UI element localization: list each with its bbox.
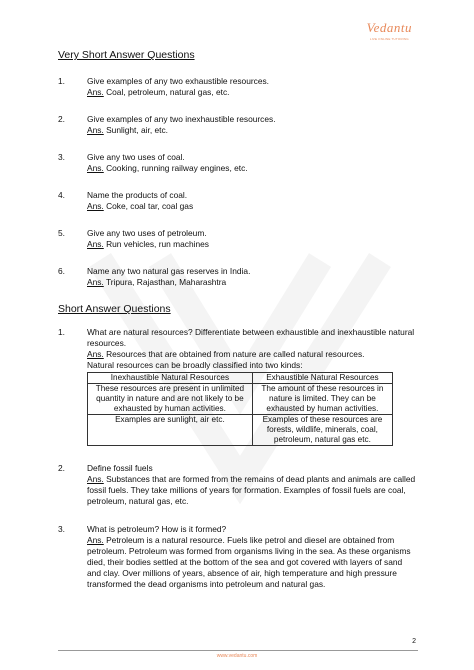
answer-label: Ans. <box>87 474 104 484</box>
answer-text: Run vehicles, run machines <box>103 239 209 249</box>
section-title-short: Short Answer Questions <box>58 303 171 315</box>
question-number: 1. <box>58 76 65 86</box>
question-number: 2. <box>58 463 65 473</box>
section-title-very-short: Very Short Answer Questions <box>58 49 195 61</box>
answer-text: Tripura, Rajasthan, Maharashtra <box>103 277 227 287</box>
table-cell: Examples of these resources are forests, wildlife, minerals, coal, petroleum, natural gas etc. <box>252 415 392 446</box>
question-item <box>58 152 418 174</box>
answer-text: Sunlight, air, etc. <box>103 125 169 135</box>
answer-label: Ans. <box>87 239 104 249</box>
question-item <box>58 76 418 98</box>
answer-text: Coke, coal tar, coal gas <box>103 201 194 211</box>
question-text: What are natural resources? Differentiate between exhaustible and inexhaustible natural resources. <box>87 327 415 348</box>
question-text: What is petroleum? How is it formed? <box>87 524 227 534</box>
table-row <box>88 384 393 415</box>
answer-text: Substances that are formed from the remains of dead plants and animals are called fossil fuels. They take millions of years for formation. Examples of fossil fuels are coal, petroleum, natural gas, etc. <box>87 474 416 506</box>
table-cell: These resources are present in unlimited quantity in nature and are not likely to be exhausted by human activities. <box>88 384 253 415</box>
question-text: Name the products of coal. <box>87 190 188 200</box>
answer <box>87 277 418 288</box>
vedantu-logo <box>367 20 412 41</box>
answer-label: Ans. <box>87 125 104 135</box>
question-text: Give examples of any two inexhaustible resources. <box>87 114 276 124</box>
comparison-table <box>87 372 393 446</box>
answer-text: Cooking, running railway engines, etc. <box>103 163 248 173</box>
question-item <box>58 190 418 212</box>
question-number: 5. <box>58 228 65 238</box>
answer <box>87 535 418 590</box>
answer <box>87 201 418 212</box>
answer-label: Ans. <box>87 535 104 545</box>
question-text: Give any two uses of coal. <box>87 152 185 162</box>
answer-label: Ans. <box>87 201 104 211</box>
answer-text: Resources that are obtained from nature are called natural resources. <box>103 349 365 359</box>
answer-text-line2: Natural resources can be broadly classified into two kinds: <box>87 360 303 370</box>
table-header-exhaustible: Exhaustible Natural Resources <box>252 373 392 384</box>
very-short-questions-list <box>58 76 418 288</box>
question-number: 6. <box>58 266 65 276</box>
table-header-inexhaustible: Inexhaustible Natural Resources <box>88 373 253 384</box>
question-item <box>58 266 418 288</box>
answer-label: Ans. <box>87 163 104 173</box>
question-number: 4. <box>58 190 65 200</box>
answer-label: Ans. <box>87 277 104 287</box>
answer-label: Ans. <box>87 349 104 359</box>
answer <box>87 125 418 136</box>
footer-divider <box>58 650 418 651</box>
answer <box>87 474 418 507</box>
question-text: Define fossil fuels <box>87 463 153 473</box>
answer-label: Ans. <box>87 87 104 97</box>
question-number: 1. <box>58 327 65 337</box>
answer <box>87 163 418 174</box>
question-item <box>58 228 418 250</box>
footer-url: www.vedantu.com <box>216 653 258 659</box>
question-number: 3. <box>58 524 65 534</box>
table-cell: The amount of these resources in nature is limited. They can be exhausted by human activities. <box>252 384 392 415</box>
question-item <box>58 114 418 136</box>
logo-name: Vedantu <box>366 20 412 35</box>
question-text: Give examples of any two exhaustible resources. <box>87 76 270 86</box>
question-item <box>58 463 418 507</box>
table-row <box>88 415 393 446</box>
table-cell: Examples are sunlight, air etc. <box>88 415 253 446</box>
logo-tagline: LIVE ONLINE TUTORING <box>369 37 409 41</box>
question-number: 3. <box>58 152 65 162</box>
question-item <box>58 524 418 590</box>
answer-text: Petroleum is a natural resource. Fuels like petrol and diesel are obtained from petroleum. Petroleum was formed from organisms living in the sea. As these organisms died, their bodies settled at the bottom of the sea and got covered with layers of sand and clay. Over millions of years, absence of air, high temperature and high pressure transformed the dead organisms into petroleum and natural gas. <box>87 535 411 589</box>
question-text: Name any two natural gas reserves in India. <box>87 266 251 276</box>
question-number: 2. <box>58 114 65 124</box>
question-item <box>58 327 418 446</box>
page-number: 2 <box>412 638 416 645</box>
answer-text: Coal, petroleum, natural gas, etc. <box>103 87 230 97</box>
answer <box>87 87 418 98</box>
page-content <box>58 50 418 590</box>
table-header-row <box>88 373 393 384</box>
answer <box>87 239 418 250</box>
answer <box>87 349 418 360</box>
question-text: Give any two uses of petroleum. <box>87 228 207 238</box>
